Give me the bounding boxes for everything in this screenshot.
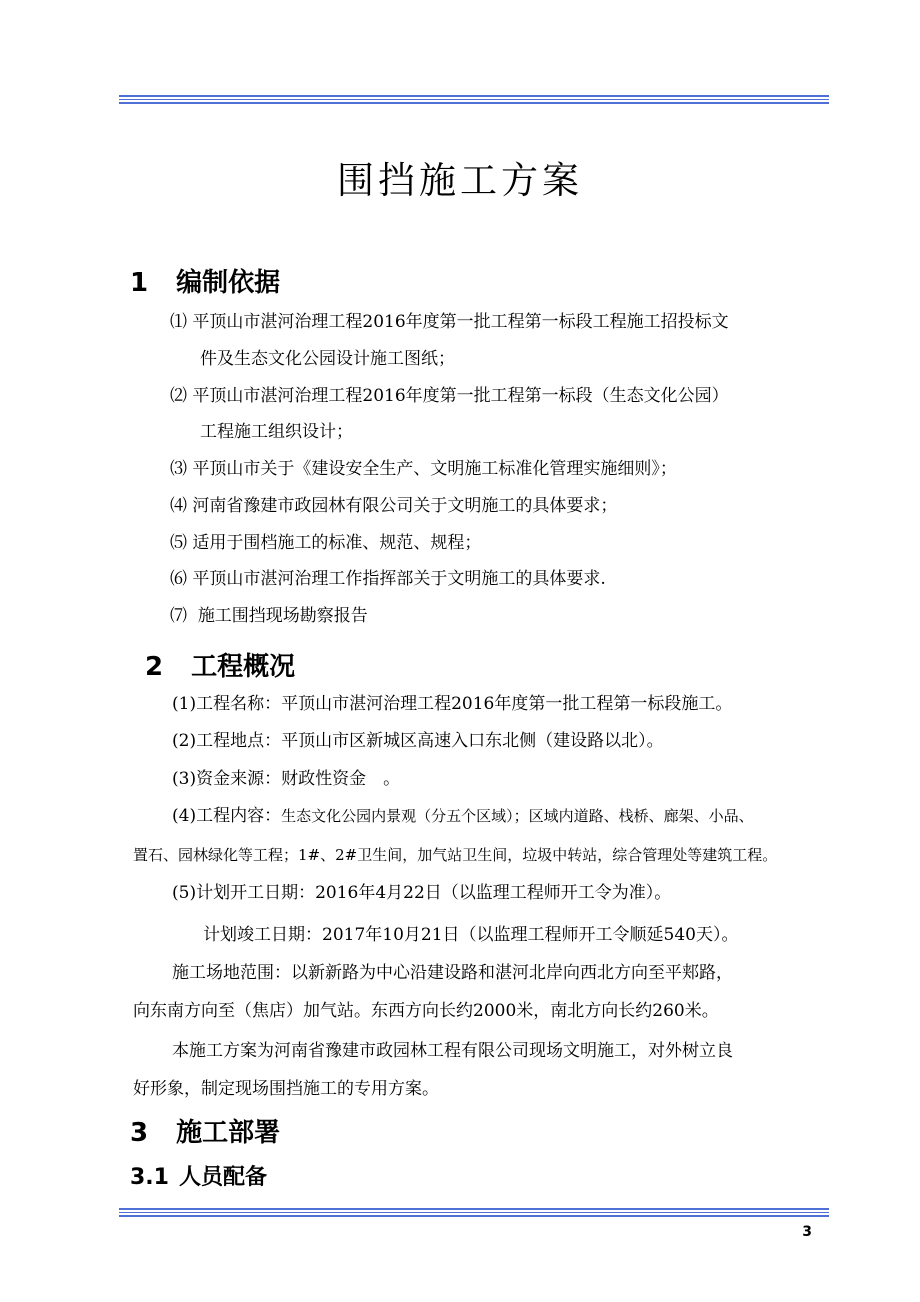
subsection-3-1-title: 人员配备 [178, 1165, 267, 1190]
basis-item-5-marker: ⑸ [170, 533, 187, 553]
basis-item-7 [170, 608, 368, 625]
basis-item-3 [170, 461, 677, 478]
overview-site-range: 施工场地范围：以新新路为中心沿建设路和湛河北岸向西北方向至平郏路， [172, 963, 733, 983]
section-2-number: 2 [145, 652, 164, 682]
document-title: 围挡施工方案 [337, 159, 583, 202]
overview-content-label: (4)工程内容： [172, 806, 282, 826]
overview-content [172, 808, 754, 825]
overview-content-line2: 置石、园林绿化等工程；1#、2#卫生间，加气站卫生间，垃圾中转站，综合管理处等建筑工程。 [133, 846, 778, 864]
section-3-heading [130, 1112, 280, 1149]
section-1-heading [130, 262, 280, 299]
basis-item-7-line1: 施工围挡现场勘察报告 [197, 606, 368, 626]
basis-item-3-marker: ⑶ [170, 459, 187, 479]
basis-item-1 [170, 314, 729, 331]
basis-item-4 [170, 498, 617, 515]
overview-funding: (3)资金来源：财政性资金 。 [172, 769, 401, 789]
section-1-number: 1 [130, 268, 149, 298]
basis-item-7-marker: ⑺ [170, 606, 187, 626]
basis-item-1-line2: 件及生态文化公园设计施工图纸； [200, 349, 455, 369]
basis-item-4-marker: ⑷ [170, 496, 187, 516]
section-2-title: 工程概况 [191, 652, 296, 682]
basis-item-3-line1: 平顶山市关于《建设安全生产、文明施工标准化管理实施细则》； [192, 459, 677, 479]
overview-start-date: (5)计划开工日期：2016年4月22日（以监理工程师开工令为准）。 [172, 883, 672, 903]
overview-purpose: 本施工方案为河南省豫建市政园林工程有限公司现场文明施工，对外树立良 [172, 1041, 733, 1061]
overview-content-text: 生态文化公园内景观（分五个区域）；区域内道路、栈桥、廊架、小品、 [281, 807, 754, 825]
section-3-title: 施工部署 [176, 1118, 281, 1148]
overview-name: (1)工程名称：平顶山市湛河治理工程2016年度第一批工程第一标段施工。 [172, 694, 733, 714]
section-3-number: 3 [130, 1118, 149, 1148]
basis-item-6-line1: 平顶山市湛河治理工作指挥部关于文明施工的具体要求. [192, 569, 606, 589]
overview-end-date: 计划竣工日期：2017年10月21日（以监理工程师开工令顺延540天）。 [203, 925, 739, 945]
basis-item-5-line1: 适用于围档施工的标准、规范、规程； [192, 533, 482, 553]
section-1-title: 编制依据 [176, 268, 281, 298]
overview-location: (2)工程地点：平顶山市区新城区高速入口东北侧（建设路以北）。 [172, 731, 664, 751]
basis-item-6 [170, 571, 606, 588]
section-2-heading [145, 646, 295, 683]
overview-purpose-line2: 好形象，制定现场围挡施工的专用方案。 [133, 1079, 439, 1099]
basis-item-5 [170, 535, 481, 552]
basis-item-2 [170, 388, 729, 405]
basis-item-2-marker: ⑵ [170, 386, 187, 406]
basis-item-6-marker: ⑹ [170, 569, 187, 589]
basis-item-2-line2: 工程施工组织设计； [200, 422, 353, 442]
subsection-3-1-heading [130, 1160, 267, 1191]
page-number: 3 [802, 1224, 812, 1240]
subsection-3-1-number: 3.1 [130, 1165, 169, 1190]
basis-item-2-line1: 平顶山市湛河治理工程2016年度第一批工程第一标段（生态文化公园） [192, 386, 729, 406]
footer-rule [119, 1208, 829, 1219]
basis-item-4-line1: 河南省豫建市政园林有限公司关于文明施工的具体要求； [192, 496, 618, 516]
basis-item-1-line1: 平顶山市湛河治理工程2016年度第一批工程第一标段工程施工招投标文 [192, 312, 729, 332]
basis-item-1-marker: ⑴ [170, 312, 187, 332]
header-rule [119, 95, 829, 106]
overview-site-range-line2: 向东南方向至（焦店）加气站。东西方向长约2000米，南北方向长约260米。 [133, 1001, 719, 1021]
